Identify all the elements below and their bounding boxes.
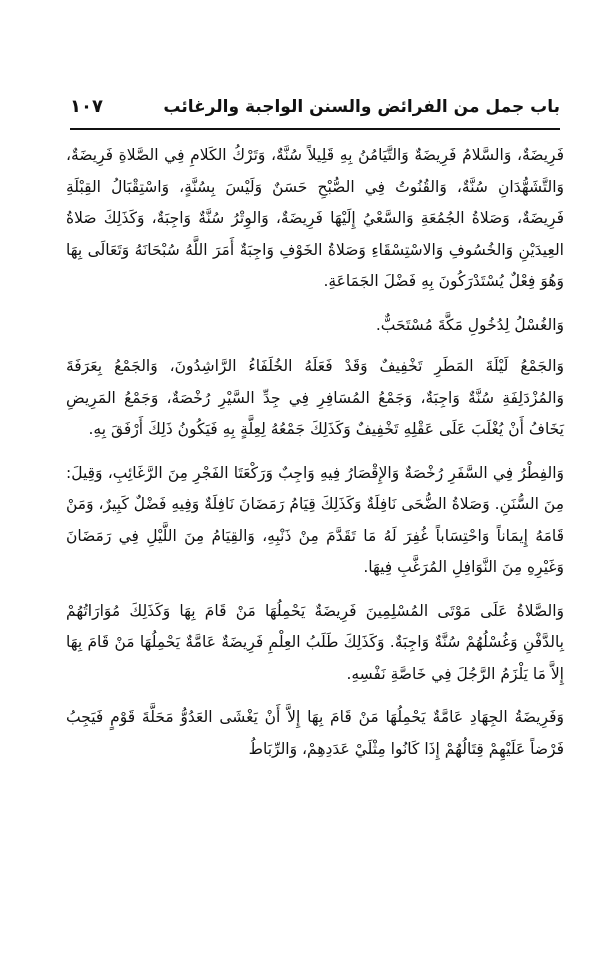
page-header [70,92,560,126]
paragraph-jihad: وَفَرِيضَةُ الجِهَادِ عَامَّةٌ يَحْمِلُهَا مَنْ قَامَ بِهَا إِلاَّ أَنْ يَغْشَى العَدُوُّ مَحَلَّةَ قَوْمٍ فَيَجِبُ فَرْضاً عَلَيْهِمْ قِتَالُهُمْ إِذَا كَانُوا مِثْلَيْ عَدَدِهِمْ، وَالرِّبَاطُ [66,708,564,758]
paragraph-obligations: فَرِيضَةٌ، وَالسَّلامُ فَرِيضَةٌ وَالتَّيَامُنُ بِهِ قَلِيلاً سُنَّةٌ، وَتَرْكُ الكَلامِ فِي الصَّلاةِ فَرِيضَةٌ، وَالتَّشَهُّدَانِ سُنَّةٌ، وَالقُنُوتُ فِي الصُّبْحِ حَسَنٌ وَلَيْسَ بِسُنَّةٍ، وَاسْتِقْبَالُ القِبْلَةِ فَرِيضَةٌ، وَصَلاةُ الجُمُعَةِ وَالسَّعْيُ إِلَيْهَا فَرِيضَةٌ، وَالوِتْرُ سُنَّةٌ وَاجِبَةٌ، وَكَذَلِكَ صَلاةُ العِيدَيْنِ وَالخُسُوفِ وَالاسْتِسْقَاءِ وَصَلاةُ الخَوْفِ وَاجِبَةٌ أَمَرَ اللَّهُ سُبْحَانَهُ وَتَعَالَى بِهَا وَهُوَ فِعْلٌ يُسْتَدْرَكُونَ بِهِ فَضْلَ الجَمَاعَةِ. [66,146,564,290]
paragraph-ghusl-makkah: وَالغُسْلُ لِدُخُولِ مَكَّةَ مُسْتَحَبٌّ. [375,315,564,334]
paragraph-funeral-prayer: وَالصَّلاةُ عَلَى مَوْتَى المُسْلِمِينَ فَرِيضَةٌ يَحْمِلُهَا مَنْ قَامَ بِهَا وَكَذَلِكَ مُوَارَاتُهُمْ بِالدَّفْنِ وَغُسْلُهُمْ سُنَّةٌ وَاجِبَةٌ. وَكَذَلِكَ طَلَبُ العِلْمِ فَرِيضَةٌ عَامَّةٌ يَحْمِلُهَا مَنْ قَامَ بِهَا إِلاَّ مَا يَلْزَمُ الرَّجُلَ فِي خَاصَّةِ نَفْسِهِ. [66,601,564,683]
page-number: ١٠٧ [70,96,103,117]
chapter-title: باب جمل من الفرائض والسنن الواجبة والرغائب [163,97,560,117]
paragraph-travel-fasting: وَالفِطْرُ فِي السَّفَرِ رُخْصَةٌ وَالإِقْصَارُ فِيهِ وَاجِبٌ وَرَكْعَتَا الفَجْرِ مِنَ الرَّغَائِبِ، وَقِيلَ: مِنَ السُّنَنِ. وَصَلاةُ الضُّحَى نَافِلَةٌ وَكَذَلِكَ قِيَامُ رَمَضَانَ نَافِلَةٌ وَفِيهِ فَضْلٌ كَبِيرٌ، وَمَنْ قَامَهُ إِيمَاناً وَاحْتِسَاباً غُفِرَ لَهُ مَا تَقَدَّمَ مِنْ ذَنْبِهِ، وَالقِيَامُ مِنَ اللَّيْلِ فِي رَمَضَانَ وَغَيْرِهِ مِنَ النَّوَافِلِ المُرَغَّبِ فِيهَا. [66,463,564,576]
paragraph-combining-prayers: وَالجَمْعُ لَيْلَةَ المَطَرِ تَخْفِيفٌ وَقَدْ فَعَلَهُ الخُلَفَاءُ الرَّاشِدُونَ، وَالجَمْعُ بِعَرَفَةَ وَالمُزْدَلِفَةِ سُنَّةٌ وَاجِبَةٌ، وَجَمْعُ المُسَافِرِ فِي جِدِّ السَّيْرِ رُخْصَةٌ، وَجَمْعُ المَرِيضِ يَخَافُ أَنْ يُغْلَبَ عَلَى عَقْلِهِ تَخْفِيفٌ وَكَذَلِكَ جَمْعُهُ لِعِلَّةٍ بِهِ فَيَكُونُ ذَلِكَ أَرْفَقَ بِهِ. [66,357,564,438]
header-divider [70,128,560,130]
page-body [66,140,564,777]
